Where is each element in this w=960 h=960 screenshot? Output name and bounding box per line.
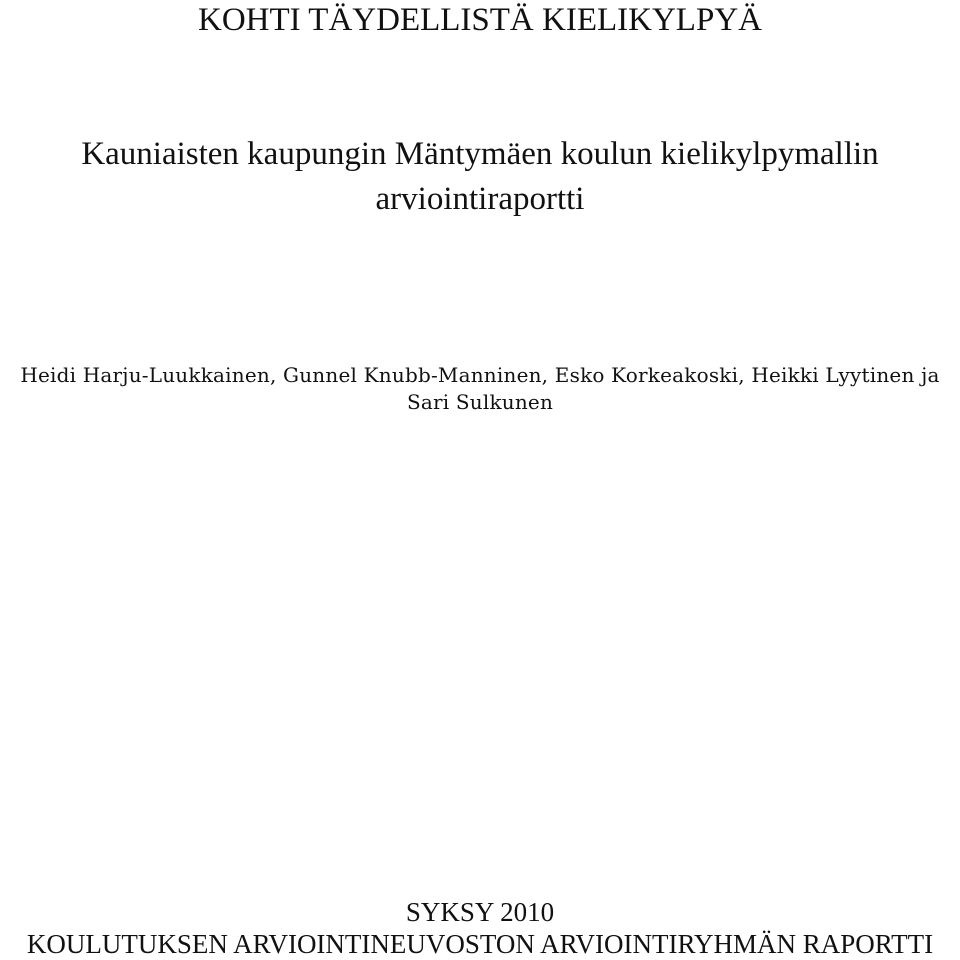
document-subtitle-line-1: Kauniaisten kaupungin Mäntymäen koulun kielikylpymallin — [81, 136, 879, 172]
authors-line-1: Heidi Harju-Luukkainen, Gunnel Knubb-Manninen, Esko Korkeakoski, Heikki Lyytinen ja — [20, 363, 940, 387]
document-subtitle-line-2: arviointiraportti — [375, 181, 585, 217]
report-series-line: KOULUTUKSEN ARVIOINTINEUVOSTON ARVIOINTIRYHMÄN RAPORTTI — [26, 929, 934, 959]
document-title: KOHTI TÄYDELLISTÄ KIELIKYLPYÄ — [198, 2, 762, 38]
publication-season: SYKSY 2010 — [405, 897, 555, 927]
authors-line-2: Sari Sulkunen — [406, 390, 554, 414]
